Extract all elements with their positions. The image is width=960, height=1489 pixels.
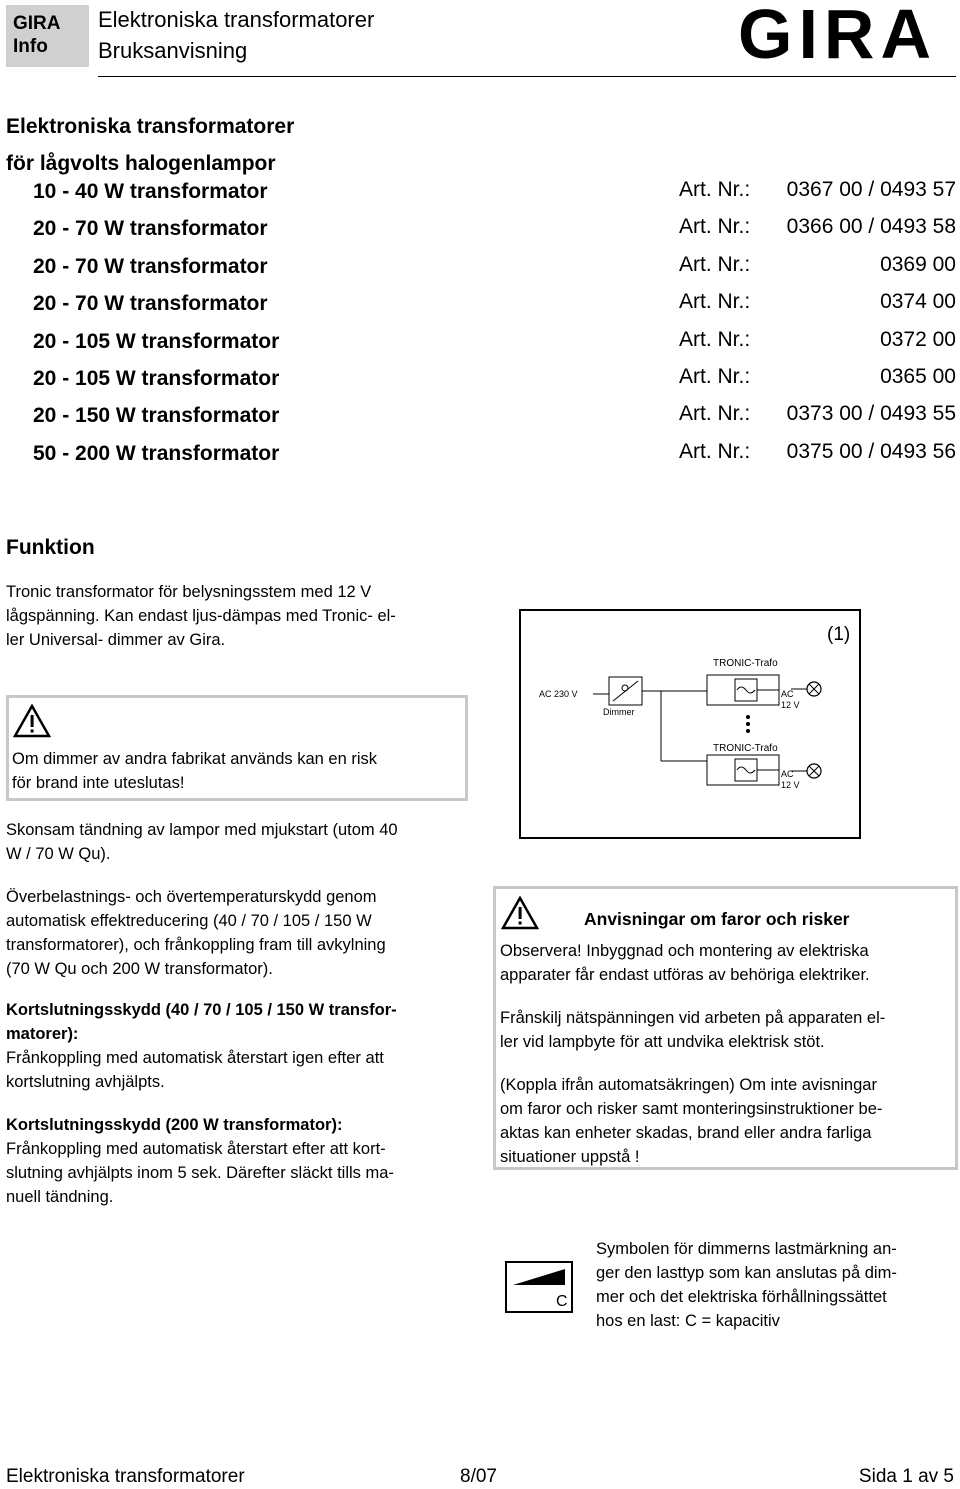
text-line: (70 W Qu och 200 W transformator). <box>6 960 273 978</box>
text-line: ler Universal- dimmer av Gira. <box>6 631 226 649</box>
art-nr-label: Art. Nr.: <box>679 402 751 425</box>
document-subtitle: Bruksanvisning <box>98 38 248 63</box>
text-line: nuell tändning. <box>6 1188 114 1206</box>
product-name: 20 - 150 W transformator <box>33 404 280 427</box>
badge-line2: Info <box>13 36 48 57</box>
text-line: Skonsam tändning av lampor med mjukstart (utom 40 <box>6 821 398 839</box>
load-type-letter: C <box>556 1293 568 1310</box>
product-name: 20 - 70 W transformator <box>33 255 268 278</box>
subheading-line: matorer): <box>6 1025 79 1043</box>
text-line: situationer uppstå ! <box>500 1148 640 1166</box>
text-line: (Koppla ifrån automatsäkringen) Om inte avisningar <box>500 1076 877 1094</box>
art-nr-label: Art. Nr.: <box>679 328 751 351</box>
text-line: hos en last: C = kapacitiv <box>596 1312 780 1330</box>
text-line: mer och det elektriska förhållningssättet <box>596 1288 887 1306</box>
art-nr-label: Art. Nr.: <box>679 440 751 463</box>
art-nr-value: 0366 00 / 0493 58 <box>786 215 956 238</box>
hazards-paragraph-1 <box>500 939 956 987</box>
art-nr-value: 0374 00 <box>880 290 956 313</box>
header-rule <box>98 76 956 77</box>
warning-text <box>12 747 462 795</box>
text-line: Frånskilj nätspänningen vid arbeten på apparaten el- <box>500 1009 886 1027</box>
text-line: transformatorer), och frånkoppling fram till avkylning <box>6 936 386 954</box>
overload-text <box>6 885 476 981</box>
hazards-paragraph-2 <box>500 1006 956 1054</box>
wiring-diagram-drawing <box>521 611 859 837</box>
short-circuit-2 <box>6 1113 476 1209</box>
subheading-line: Kortslutningsskydd (200 W transformator): <box>6 1116 343 1134</box>
footer-date: 8/07 <box>460 1466 497 1487</box>
wiring-diagram <box>519 609 861 839</box>
art-nr-value: 0375 00 / 0493 56 <box>786 440 956 463</box>
dimmer-label: Dimmer <box>603 707 635 717</box>
art-nr-label: Art. Nr.: <box>679 253 751 276</box>
gira-logo: GIRA <box>738 0 937 73</box>
text-line: automatisk effektreducering (40 / 70 / 105 / 150 W <box>6 912 372 930</box>
text-line: Om dimmer av andra fabrikat används kan en risk <box>12 750 377 768</box>
voltage-label-2: 12 V <box>781 780 800 790</box>
product-name: 20 - 105 W transformator <box>33 367 280 390</box>
footer-title: Elektroniska transformatorer <box>6 1466 245 1487</box>
ac-output-label-1: AC <box>781 689 794 699</box>
hazards-title: Anvisningar om faror och risker <box>584 909 850 929</box>
text-line: Frånkoppling med automatisk återstart igen efter att <box>6 1049 384 1067</box>
product-name: 20 - 70 W transformator <box>33 217 268 240</box>
text-line: Symbolen för dimmerns lastmärkning an- <box>596 1240 897 1258</box>
diagram-label: (1) <box>827 624 851 645</box>
funktion-intro <box>6 580 476 652</box>
footer-page: Sida 1 av 5 <box>858 1466 954 1487</box>
symbol-explanation <box>596 1237 958 1333</box>
product-name: 10 - 40 W transformator <box>33 180 268 203</box>
text-line: Överbelastnings- och övertemperaturskydd genom <box>6 888 377 906</box>
text-line: slutning avhjälpts inom 5 sek. Därefter släckt tills ma- <box>6 1164 394 1182</box>
main-heading-line2: för lågvolts halogenlampor <box>6 152 276 175</box>
art-nr-value: 0373 00 / 0493 55 <box>786 402 956 425</box>
section-title-funktion: Funktion <box>6 536 95 559</box>
text-line: om faror och risker samt monteringsinstruktioner be- <box>500 1100 883 1118</box>
short-circuit-1 <box>6 998 476 1094</box>
voltage-label-1: 12 V <box>781 700 800 710</box>
art-nr-value: 0367 00 / 0493 57 <box>786 178 956 201</box>
art-nr-label: Art. Nr.: <box>679 365 751 388</box>
hazards-paragraph-3 <box>500 1073 956 1169</box>
text-line: aktas kan enheter skadas, brand eller andra farliga <box>500 1124 872 1142</box>
text-line: W / 70 W Qu). <box>6 845 111 863</box>
ac-input-label: AC 230 V <box>539 689 578 699</box>
text-line: Tronic transformator för belysningsstem med 12 V <box>6 583 372 601</box>
trafo-label-2: TRONIC-Trafo <box>713 743 778 754</box>
art-nr-label: Art. Nr.: <box>679 215 751 238</box>
ac-output-label-2: AC <box>781 769 794 779</box>
warning-triangle-icon <box>501 896 539 930</box>
product-name: 50 - 200 W transformator <box>33 442 280 465</box>
product-name: 20 - 70 W transformator <box>33 292 268 315</box>
soft-start-text <box>6 818 476 866</box>
art-nr-label: Art. Nr.: <box>679 178 751 201</box>
badge-line1: GIRA <box>13 13 61 34</box>
text-line: lågspänning. Kan endast ljus-dämpas med Tronic- el- <box>6 607 396 625</box>
text-line: för brand inte uteslutas! <box>12 774 185 792</box>
text-line: ler vid lampbyte för att undvika elektrisk stöt. <box>500 1033 825 1051</box>
warning-triangle-icon <box>13 704 51 738</box>
text-line: apparater får endast utföras av behöriga elektriker. <box>500 966 870 984</box>
art-nr-value: 0372 00 <box>880 328 956 351</box>
art-nr-label: Art. Nr.: <box>679 290 751 313</box>
art-nr-value: 0369 00 <box>880 253 956 276</box>
art-nr-value: 0365 00 <box>880 365 956 388</box>
load-ramp-icon <box>507 1263 571 1311</box>
main-heading-line1: Elektroniska transformatorer <box>6 115 295 138</box>
text-line: Frånkoppling med automatisk återstart efter att kort- <box>6 1140 386 1158</box>
text-line: kortslutning avhjälpts. <box>6 1073 165 1091</box>
subheading-line: Kortslutningsskydd (40 / 70 / 105 / 150 W transfor- <box>6 1001 397 1019</box>
text-line: ger den lasttyp som kan anslutas på dim- <box>596 1264 897 1282</box>
text-line: Observera! Inbyggnad och montering av elektriska <box>500 942 869 960</box>
document-title: Elektroniska transformatorer <box>98 7 375 32</box>
gira-info-badge <box>6 5 89 67</box>
capacitive-load-symbol <box>505 1261 573 1313</box>
trafo-label-1: TRONIC-Trafo <box>713 658 778 669</box>
product-name: 20 - 105 W transformator <box>33 330 280 353</box>
